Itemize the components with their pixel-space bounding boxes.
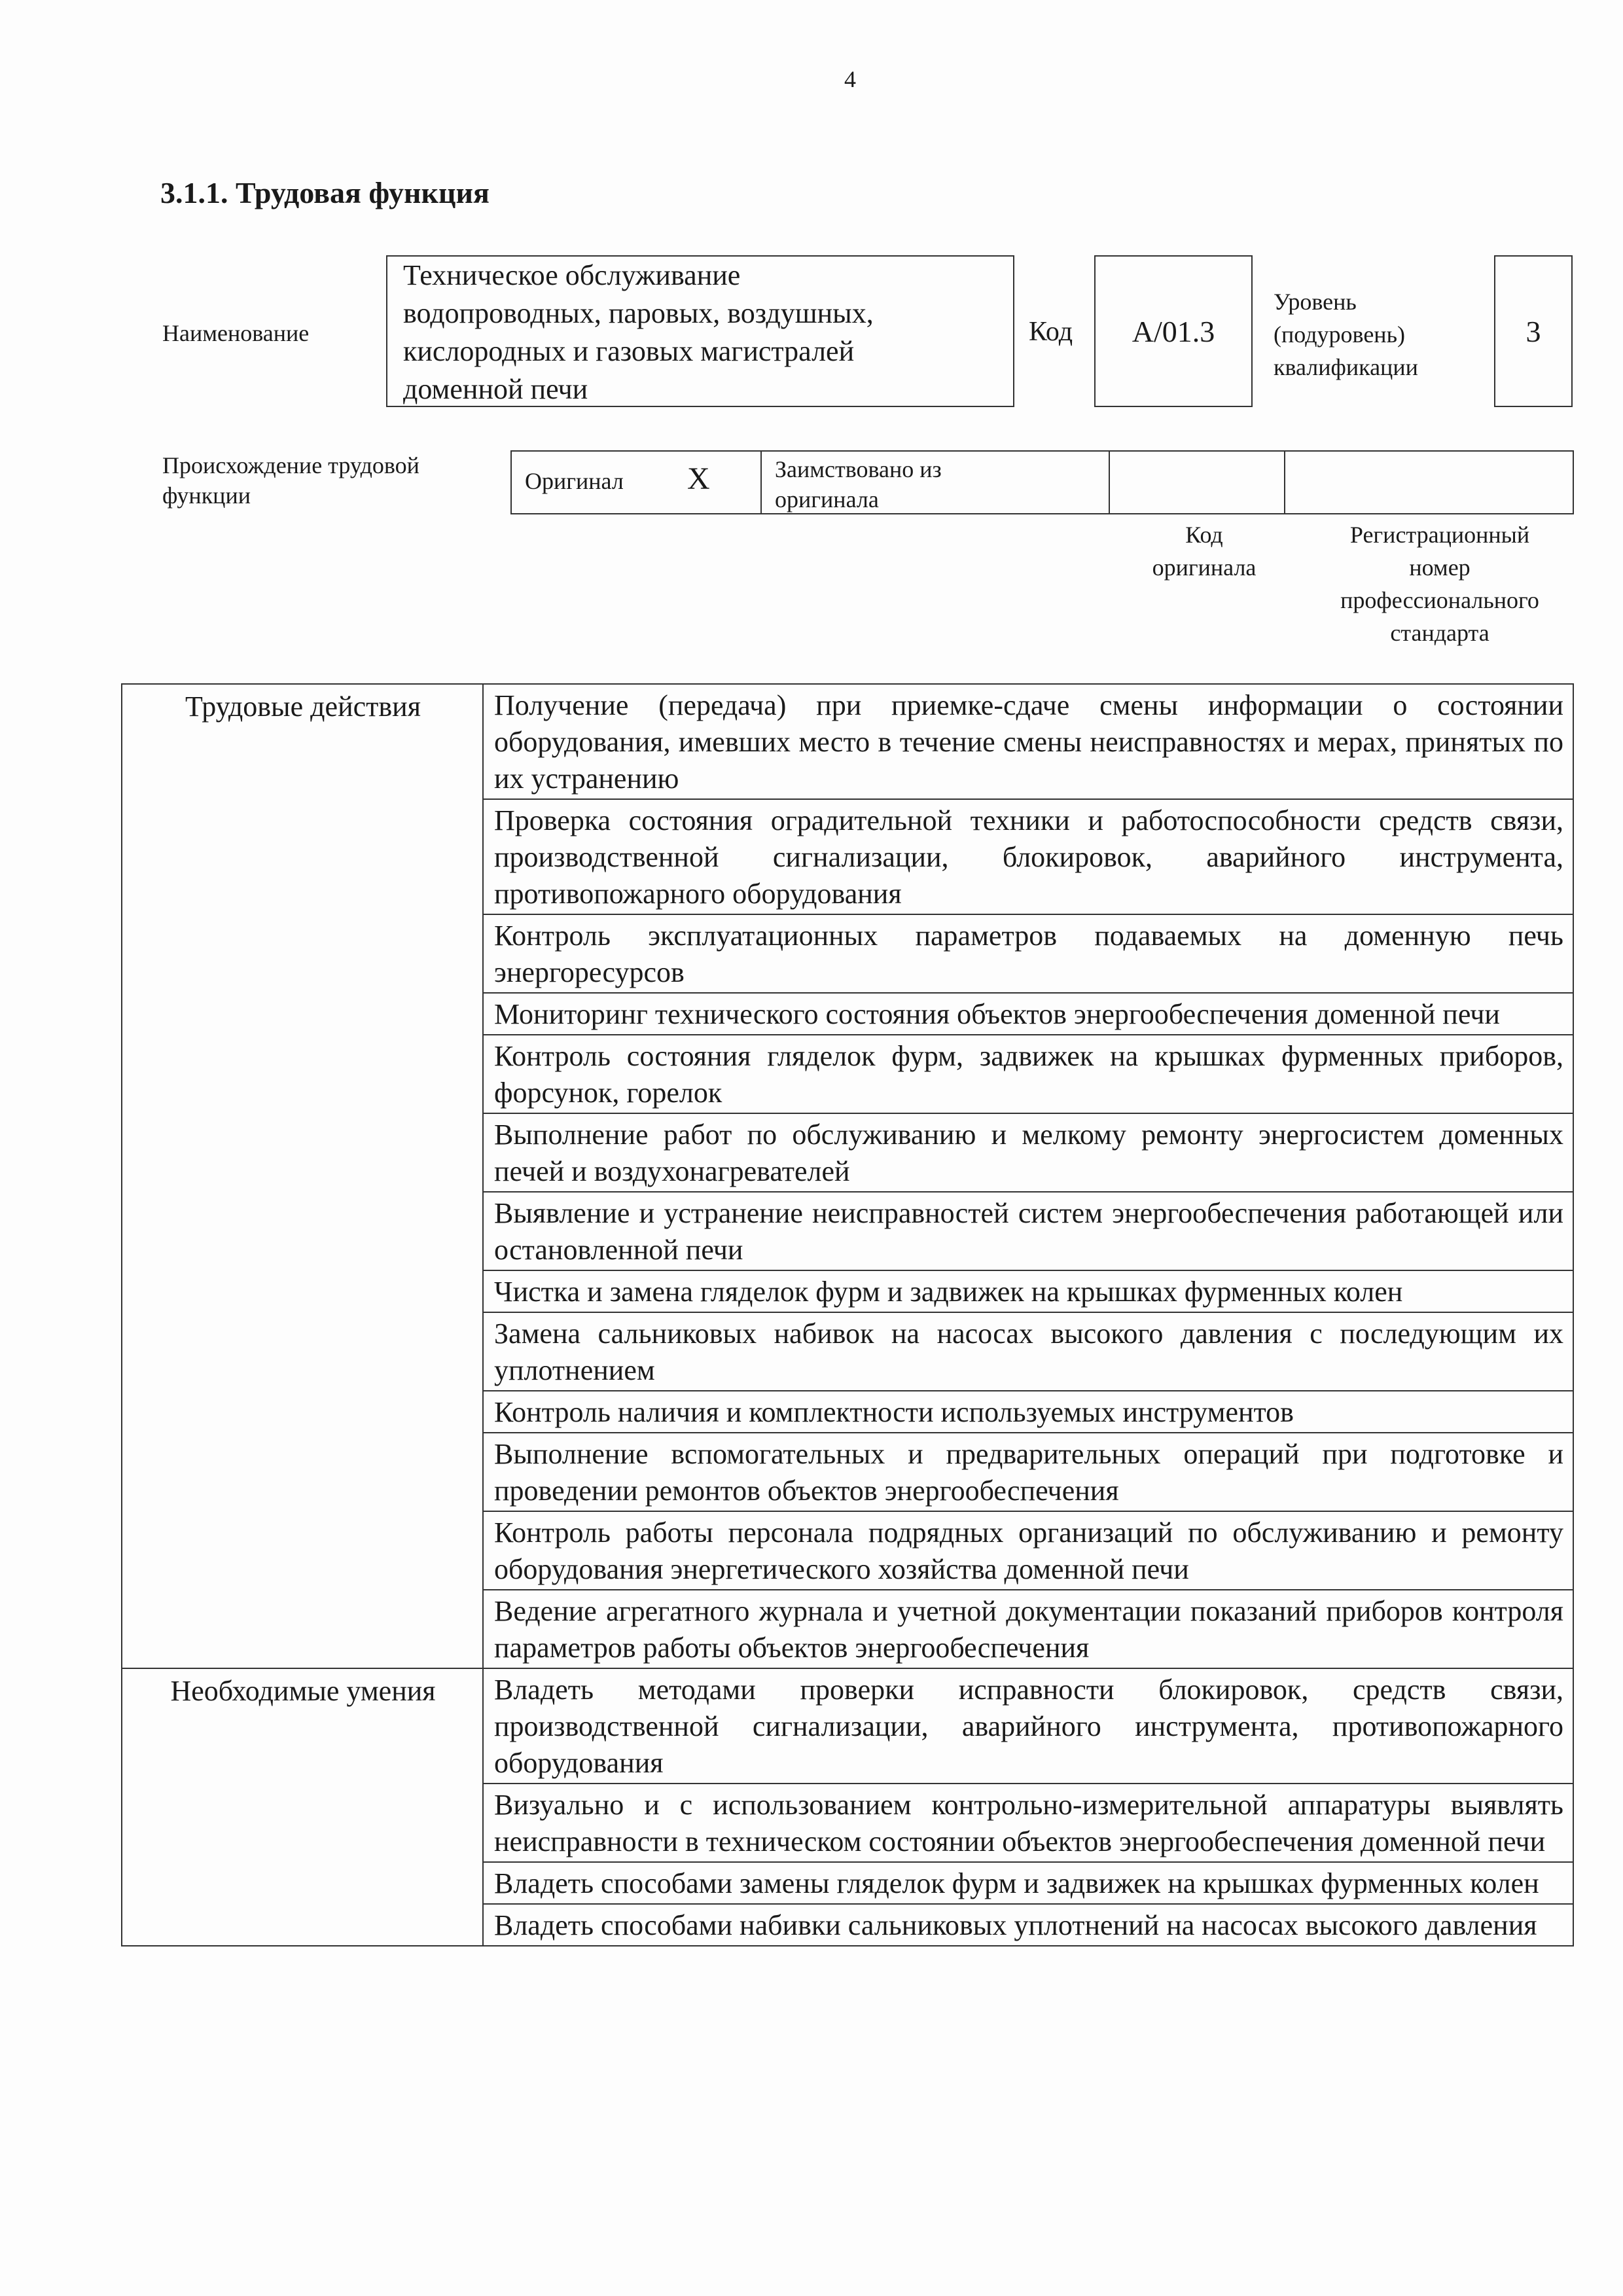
function-name-line: доменной печи [403,373,588,405]
caption-line: номер [1409,554,1471,581]
functions-table [121,683,1574,1946]
table-row [122,1668,1573,1784]
section-title-cell: Трудовые действия [122,684,483,1668]
caption-line: Регистрационный [1349,522,1530,548]
origin-borrowed-cell [762,452,1110,513]
level-label [1274,285,1418,384]
origin-label [162,450,419,511]
code-value: А/01.3 [1094,255,1253,407]
table-cell: Замена сальниковых набивок на насосах высокого давления с последующим их уплотнением [483,1312,1573,1391]
level-label-line: квалификации [1274,354,1418,380]
origin-label-line: Происхождение трудовой [162,452,419,478]
table-cell: Владеть способами набивки сальниковых уплотнений на насосах высокого давления [483,1904,1573,1946]
caption-line: профессионального [1340,587,1539,613]
original-mark: X [687,461,710,496]
borrowed-label-line: оригинала [775,486,879,512]
function-name-line: Техническое обслуживание [403,259,741,291]
level-label-line: Уровень [1274,289,1357,315]
origin-reg-cell [1285,452,1573,513]
table-cell: Контроль эксплуатационных параметров подаваемых на доменную печь энергоресурсов [483,914,1573,993]
original-label: Оригинал [525,468,624,494]
origin-original-cell [512,452,762,513]
level-label-line: (подуровень) [1274,321,1405,348]
table-cell: Выполнение вспомогательных и предварительных операций при подготовке и проведении ремонтов объектов энергообеспечения [483,1433,1573,1511]
caption-line: Код [1185,522,1223,548]
section-title-cell: Необходимые умения [122,1668,483,1946]
page-number: 4 [844,66,856,92]
code-label: Код [1029,317,1073,347]
table-cell: Получение (передача) при приемке-сдаче смены информации о состоянии оборудования, имевших место в течение смены неисправностях и мерах, принятых по их устранению [483,684,1573,799]
caption-line: стандарта [1390,620,1489,646]
function-name-line: водопроводных, паровых, воздушных, [403,297,874,329]
table-cell: Чистка и замена гляделок фурм и задвижек на крышках фурменных колен [483,1270,1573,1312]
function-name-box [386,255,1014,407]
table-cell: Визуально и с использованием контрольно-измерительной аппаратуры выявлять неисправности в техническом состоянии объектов энергообеспечения доменной печи [483,1784,1573,1862]
level-value: 3 [1494,255,1573,407]
table-cell: Мониторинг технического состояния объектов энергообеспечения доменной печи [483,993,1573,1035]
reg-caption [1296,518,1584,649]
table-row [122,684,1573,799]
table-cell: Контроль состояния гляделок фурм, задвижек на крышках фурменных приборов, форсунок, горелок [483,1035,1573,1113]
table-cell: Владеть способами замены гляделок фурм и задвижек на крышках фурменных колен [483,1862,1573,1904]
function-name-line: кислородных и газовых магистралей [403,335,855,367]
table-cell: Контроль наличия и комплектности используемых инструментов [483,1391,1573,1433]
table-cell: Владеть методами проверки исправности блокировок, средств связи, производственной сигнализации, аварийного инструмента, противопожарного оборудования [483,1668,1573,1784]
origin-code-cell [1110,452,1285,513]
table-cell: Проверка состояния оградительной техники и работоспособности средств связи, производственной сигнализации, блокировок, аварийного инструмента, противопожарного оборудования [483,799,1573,914]
section-title: 3.1.1. Трудовая функция [160,176,490,209]
borrowed-label-line: Заимствовано из [775,456,942,482]
table-cell: Выполнение работ по обслуживанию и мелкому ремонту энергосистем доменных печей и воздухонагревателей [483,1113,1573,1192]
code-caption [1126,518,1283,584]
caption-line: оригинала [1152,554,1257,581]
origin-row [510,450,1574,514]
table-cell: Выявление и устранение неисправностей систем энергообеспечения работающей или остановленной печи [483,1192,1573,1270]
name-label: Наименование [162,320,310,346]
origin-label-line: функции [162,482,251,509]
table-cell: Ведение агрегатного журнала и учетной документации показаний приборов контроля параметров работы объектов энергообеспечения [483,1590,1573,1668]
table-cell: Контроль работы персонала подрядных организаций по обслуживанию и ремонту оборудования энергетического хозяйства доменной печи [483,1511,1573,1590]
